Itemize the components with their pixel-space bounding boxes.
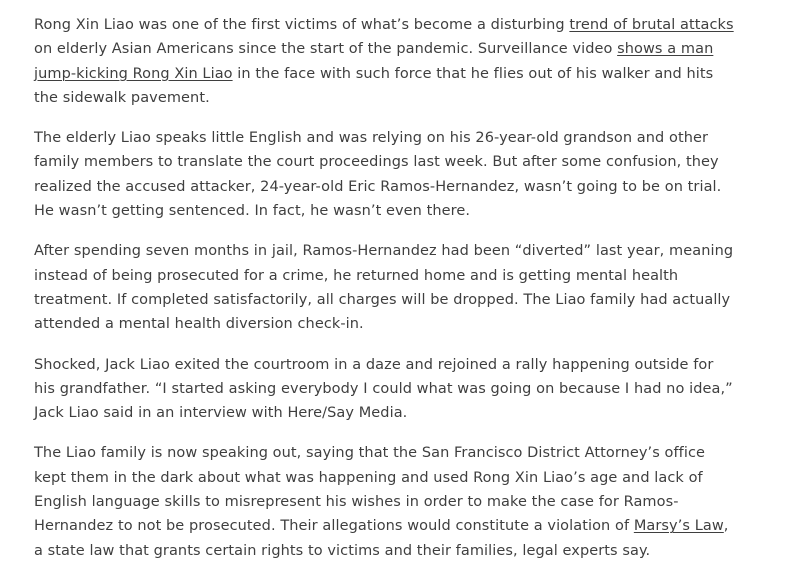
paragraph-5 [34,441,734,562]
paragraph-3: After spending seven months in jail, Ramos-Hernandez had been “diverted” last year, meaning instead of being prosecuted for a crime, he returned home and is getting mental health treatment. If completed satisfactorily, all charges will be dropped. The Liao family had actually attended a mental health diversion check-in. [34,243,734,333]
paragraph-1-text-b: on elderly Asian Americans since the start of the pandemic. Surveillance video [34,41,618,58]
paragraph-1-text-a: Rong Xin Liao was one of the first victims of what’s become a disturbing [34,17,570,33]
link-marsys-law[interactable]: Marsy’s Law [633,518,724,535]
link-surveillance-video[interactable]: shows a man jump-kicking Rong Xin Liao [34,41,714,82]
paragraph-5-text-b: , a state law that grants certain rights to victims and their families, legal experts say. [34,518,729,559]
article-body [34,13,734,579]
paragraph-5-text-a: The Liao family is now speaking out, saying that the San Francisco District Attorney’s office kept them in the dark about what was happening and used Rong Xin Liao’s age and lack of English language skills to misrepresent his wishes in order to make the case for Ramos-Hernandez to not be prosecuted. Their allegations would constitute a violation of [34,445,706,535]
link-trend-of-brutal-attacks[interactable]: trend of brutal attacks [569,17,734,33]
paragraph-2: The elderly Liao speaks little English and was relying on his 26-year-old grandson and other family members to translate the court proceedings last week. But after some confusion, they realized the accused attacker, 24-year-old Eric Ramos-Hernandez, wasn’t going to be on trial. He wasn’t getting sentenced. In fact, he wasn’t even there. [34,130,722,220]
paragraph-1 [34,13,734,110]
paragraph-1-text-c: in the face with such force that he flies out of his walker and hits the sidewalk pavement. [34,65,714,106]
paragraph-4: Shocked, Jack Liao exited the courtroom in a daze and rejoined a rally happening outside for his grandfather. “I started asking everybody I could what was going on because I had no idea,” Jack Liao said in an interview with Here/Say Media. [34,356,733,422]
